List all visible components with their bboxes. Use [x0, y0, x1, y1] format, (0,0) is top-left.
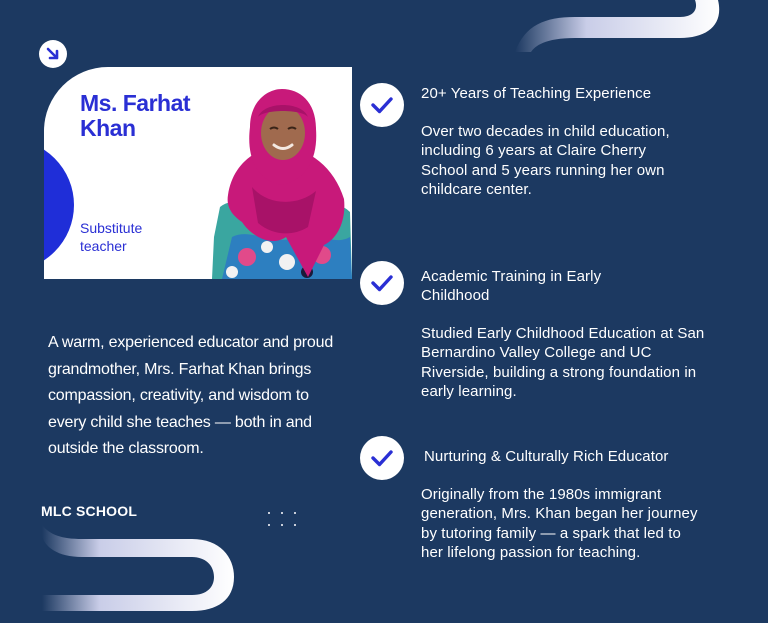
feature-2-body: Studied Early Childhood Education at San Bernardino Valley College and UC Riverside, building a strong foundation in early learning.	[421, 325, 705, 400]
decorative-swoosh-bottom	[42, 525, 237, 623]
check-icon	[369, 270, 395, 296]
check-icon	[369, 92, 395, 118]
teacher-role: Substitute teacher	[80, 220, 143, 254]
feature-2-title: Academic Training in Early Childhood	[421, 268, 602, 304]
feature-1-body: Over two decades in child education, including 6 years at Claire Cherry School and 5 years running her own childcare center.	[421, 123, 670, 198]
intro-text: A warm, experienced educator and proud grandmother, Mrs. Farhat Khan brings compassion, creativity, and wisdom to every child she teaches — both in and outside the classroom.	[48, 334, 334, 457]
profile-card	[44, 67, 352, 279]
teacher-portrait	[212, 87, 352, 279]
decorative-swoosh-top	[515, 0, 720, 52]
feature-1-title: 20+ Years of Teaching Experience	[421, 85, 652, 102]
feature-3-title: Nurturing & Culturally Rich Educator	[424, 448, 669, 465]
teacher-name: Ms. Farhat Khan	[80, 90, 191, 141]
arrow-badge	[39, 40, 67, 68]
feature-2-check	[360, 261, 404, 305]
feature-3-check	[360, 436, 404, 480]
feature-3-body: Originally from the 1980s immigrant generation, Mrs. Khan began her journey by tutoring family — a spark that led to her lifelong passion for teaching.	[421, 486, 698, 561]
school-name: MLC SCHOOL	[41, 503, 138, 519]
feature-1-check	[360, 83, 404, 127]
decorative-dots	[264, 510, 304, 532]
arrow-down-right-icon	[45, 46, 61, 62]
card-accent-shape	[44, 139, 74, 271]
check-icon	[369, 445, 395, 471]
